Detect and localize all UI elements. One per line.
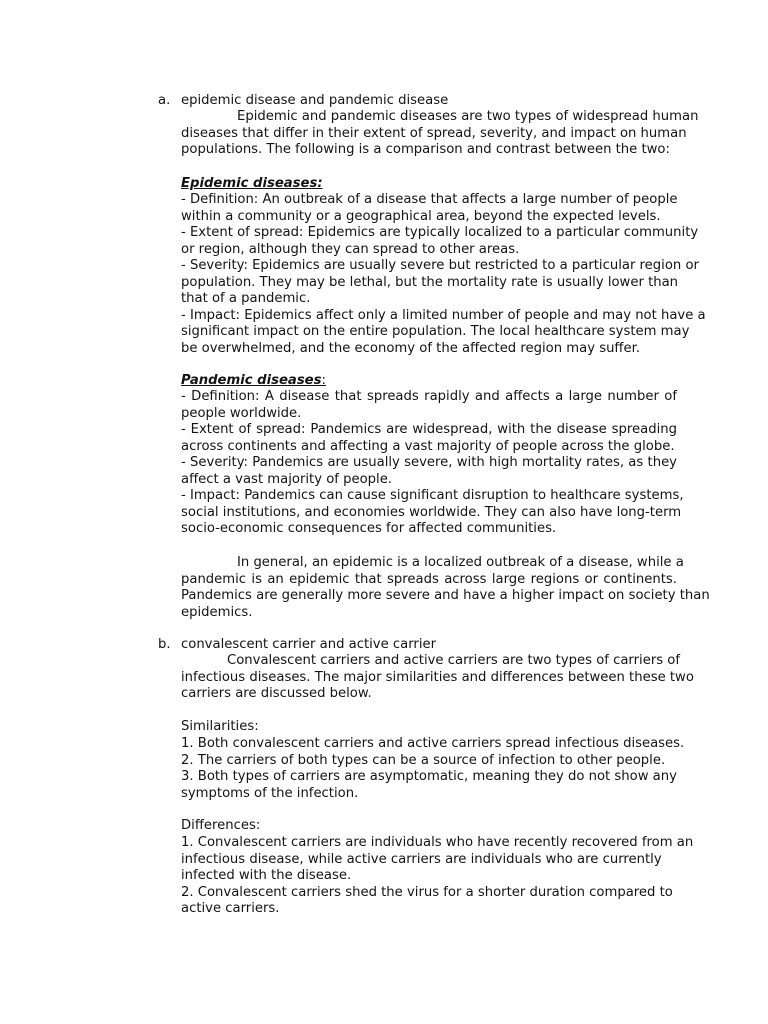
paragraph-line: - Extent of spread: Epidemics are typically localized to a particular community: [181, 225, 699, 240]
paragraph-line: affect a vast majority of people.: [181, 471, 392, 487]
section-b-marker: b.: [158, 637, 171, 652]
section-b-intro: [181, 653, 694, 703]
list-item: 2. The carriers of both types can be a source of infection to other people.: [181, 752, 666, 768]
paragraph-line: carriers are discussed below.: [181, 686, 372, 701]
paragraph-line: socio-economic consequences for affected communities.: [181, 521, 557, 536]
list-item: 2. Convalescent carriers shed the virus for a shorter duration compared to: [181, 884, 673, 900]
paragraph-line: population. They may be lethal, but the mortality rate is usually lower than: [181, 274, 679, 290]
paragraph-line: Epidemic and pandemic diseases are two types of widespread human: [237, 109, 699, 124]
paragraph-line: infectious diseases. The major similarities and differences between these two: [181, 669, 694, 685]
paragraph-line: diseases that differ in their extent of spread, severity, and impact on human: [181, 125, 687, 141]
paragraph-line: or region, although they can spread to other areas.: [181, 241, 520, 257]
paragraph-line: across continents and affecting a vast majority of people across the globe.: [181, 438, 675, 454]
pandemic-heading: [181, 373, 326, 390]
paragraph-line: social institutions, and economies worldwide. They can also have long-term: [181, 504, 682, 520]
paragraph-line: - Severity: Pandemics are usually severe, with high mortality rates, as they: [181, 455, 677, 470]
paragraph-line: pandemic is an epidemic that spreads across large regions or continents.: [181, 571, 677, 587]
paragraph-line: significant impact on the entire population. The local healthcare system may: [181, 324, 690, 339]
paragraph-line: - Definition: An outbreak of a disease that affects a large number of people: [181, 192, 678, 207]
list-item: active carriers.: [181, 901, 280, 916]
list-item: 1. Both convalescent carriers and active carriers spread infectious diseases.: [181, 736, 685, 751]
paragraph-line: within a community or a geographical area, beyond the expected levels.: [181, 208, 661, 224]
pandemic-body: [181, 389, 684, 538]
differences-heading: Differences:: [181, 818, 261, 833]
differences-list: [181, 835, 694, 918]
paragraph-line: people worldwide.: [181, 405, 302, 421]
epidemic-body: [181, 192, 706, 357]
pandemic-heading-colon: :: [321, 373, 326, 388]
list-item: infectious disease, while active carriers are individuals who are currently: [181, 851, 662, 867]
section-a-conclusion: [181, 555, 710, 621]
paragraph-line: - Extent of spread: Pandemics are widespread, with the disease spreading: [181, 422, 677, 437]
list-item: 1. Convalescent carriers are individuals who have recently recovered from an: [181, 835, 694, 850]
paragraph-line: Convalescent carriers and active carriers are two types of carriers of: [227, 653, 681, 668]
list-item: 3. Both types of carriers are asymptomatic, meaning they do not show any: [181, 769, 677, 784]
paragraph-line: - Severity: Epidemics are usually severe but restricted to a particular region or: [181, 258, 699, 273]
paragraph-line: - Impact: Epidemics affect only a limited number of people and may not have a: [181, 307, 706, 323]
list-item: symptoms of the infection.: [181, 785, 359, 801]
epidemic-heading: Epidemic diseases:: [181, 176, 323, 191]
section-a-title: epidemic disease and pandemic disease: [181, 93, 449, 108]
paragraph-line: epidemics.: [181, 604, 253, 620]
paragraph-line: - Definition: A disease that spreads rapidly and affects a large number of: [181, 389, 677, 404]
section-a-marker: a.: [158, 93, 171, 108]
similarities-list: [181, 736, 685, 802]
paragraph-line: be overwhelmed, and the economy of the affected region may suffer.: [181, 340, 641, 356]
paragraph-line: In general, an epidemic is a localized outbreak of a disease, while a: [237, 555, 684, 570]
section-b-title: convalescent carrier and active carrier: [181, 637, 437, 652]
list-item: infected with the disease.: [181, 868, 352, 883]
similarities-heading: Similarities:: [181, 719, 259, 734]
paragraph-line: Pandemics are generally more severe and have a higher impact on society than: [181, 588, 710, 603]
pandemic-heading-text: Pandemic diseases: [181, 373, 322, 388]
paragraph-line: that of a pandemic.: [181, 291, 311, 306]
paragraph-line: populations. The following is a comparison and contrast between the two:: [181, 142, 670, 157]
paragraph-line: - Impact: Pandemics can cause significant disruption to healthcare systems,: [181, 488, 684, 503]
section-a-intro: [181, 109, 699, 159]
